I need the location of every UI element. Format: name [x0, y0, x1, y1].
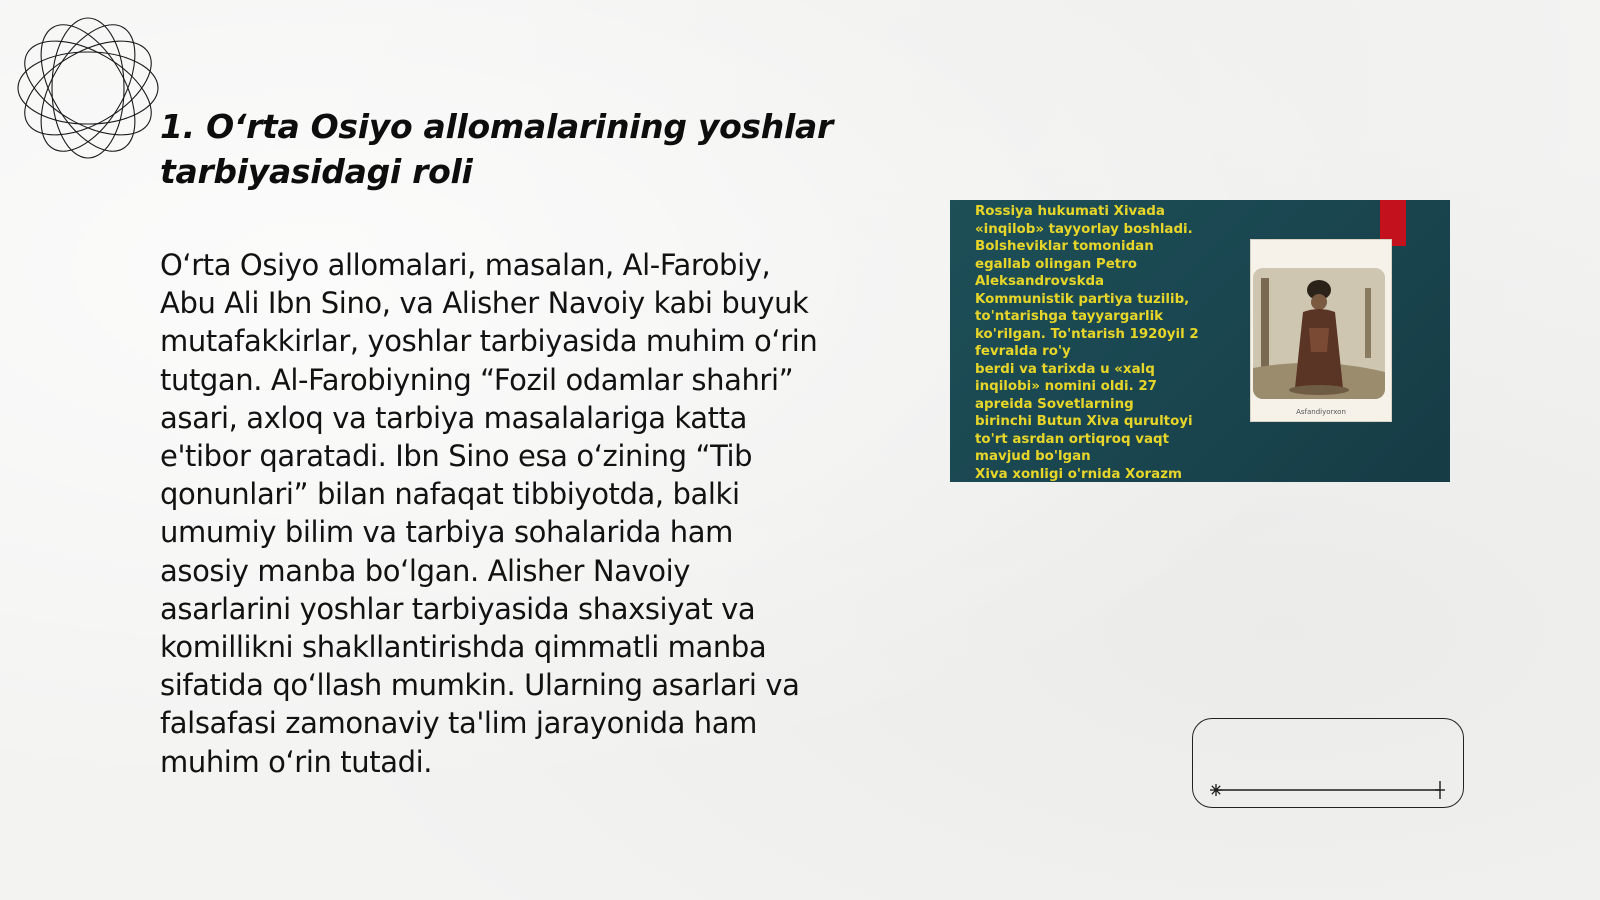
- portrait-figure-icon: [1253, 268, 1385, 399]
- star-line-icon: [1210, 780, 1450, 800]
- slide-body-text: O‘rta Osiyo allomalari, masalan, Al-Farobiy, Abu Ali Ibn Sino, va Alisher Navoiy kabi buyuk mutafakkirlar, yoshlar tarbiyasida muhim o‘rin tutgan. Al-Farobiyning “Fozil odamlar shahri” asari, axloq va tarbiya masalalariga katta e'tibor qaratadi. Ibn Sino esa o‘zining “Tib qonunlari” bilan nafaqat tibbiyotda, balki umumiy bilim va tarbiya sohalarida ham asosiy manba bo‘lgan. Alisher Navoiy asarlarini yoshlar tarbiyasida shaxsiyat va komillikni shakllantirishda qimmatli manba sifatida qo‘llash mumkin. Ularning asarlari va falsafasi zamonaviy ta'lim jarayonida ham muhim o‘rin tutadi.: [160, 248, 818, 779]
- slide-title: 1. O‘rta Osiyo allomalarining yoshlar tarbiyasidagi roli: [160, 107, 833, 191]
- image-text: Rossiya hukumati Xivada «inqilob» tayyorlay boshladi. Bolsheviklar tomonidan egallab olingan Petro Aleksandrovskda Kommunistik partiya tuzilib, to'ntarishga tayyargarlik ko'rilgan. To'ntarish 1920yil 2 fevralda ro'y berdi va tarixda u «xalq inqilobi» nomini oldi. 27 apreida Sovetlarning birinchi Butun Xiva qurultoyi to'rt asrdan ortiqroq vaqt mavjud bo'lgan Xiva xonligi o'rnida Xorazm: [975, 204, 1199, 482]
- interlocking-circles-icon: [8, 8, 168, 168]
- portrait-photo: [1253, 268, 1385, 399]
- portrait-card: [1250, 239, 1392, 422]
- portrait-caption: Asfandiyorxon: [1296, 408, 1346, 416]
- history-slide-image: [950, 200, 1450, 482]
